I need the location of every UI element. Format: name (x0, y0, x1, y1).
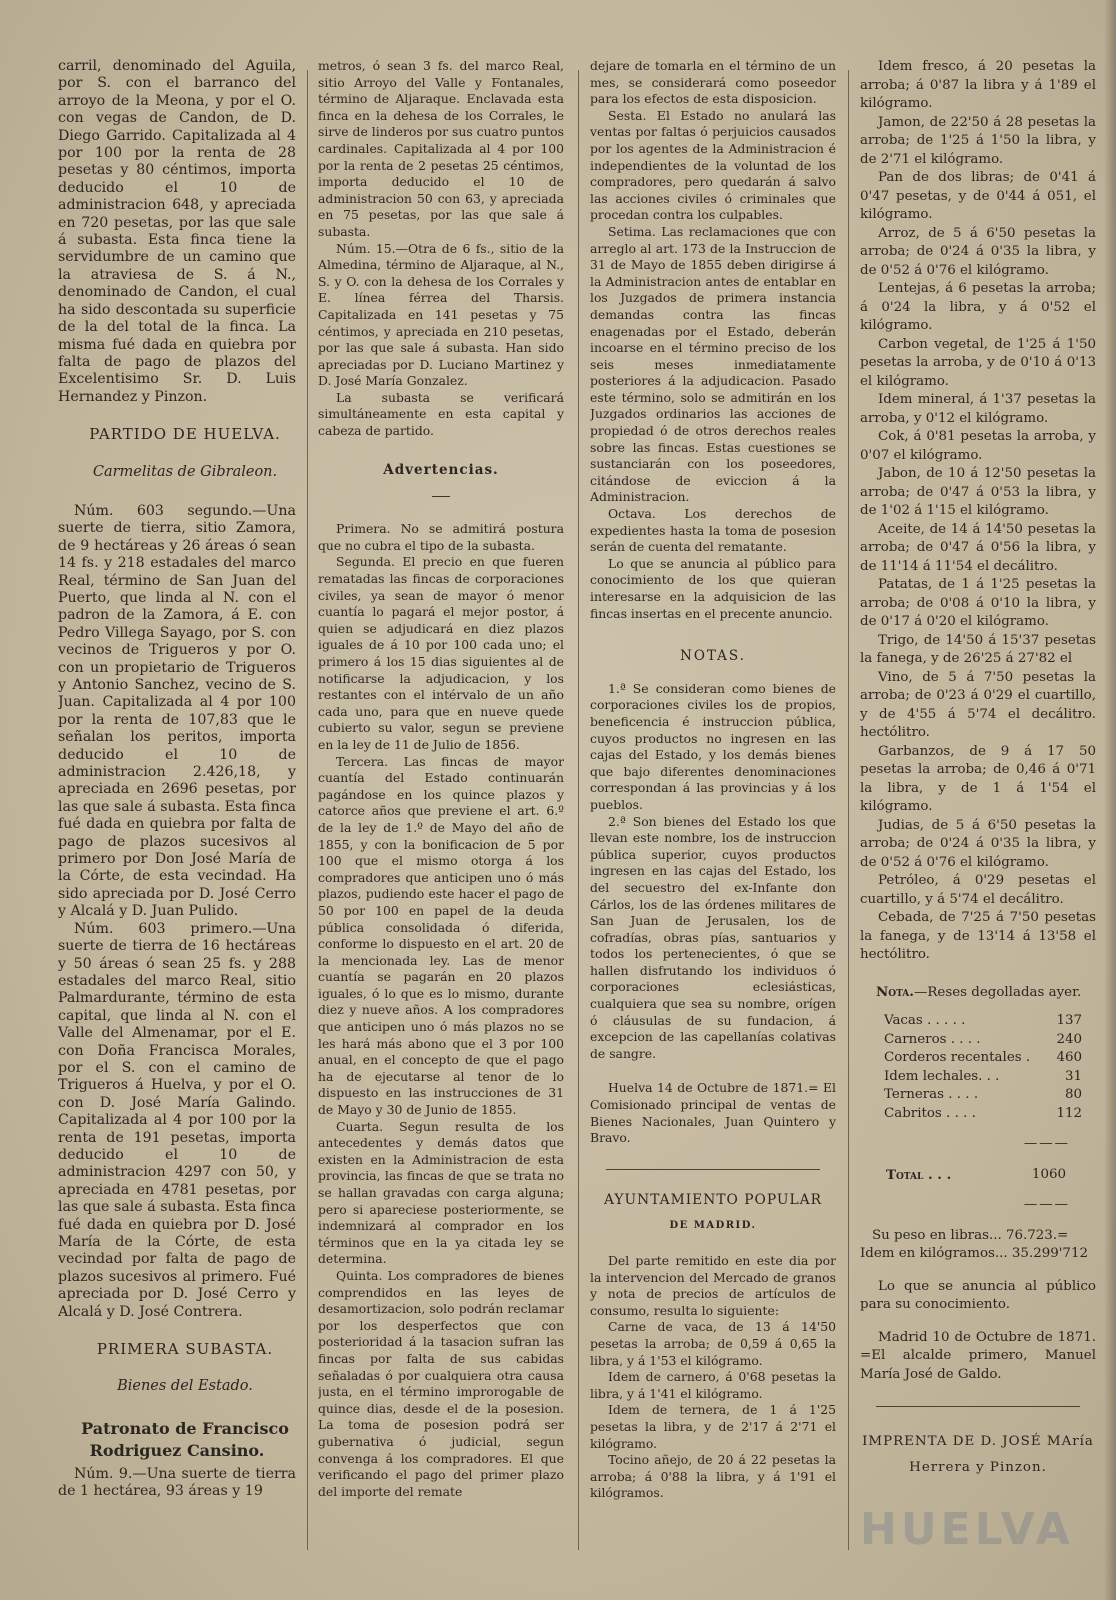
reses-note (860, 983, 1096, 1003)
section-heading: PRIMERA SUBASTA. (96, 1340, 274, 1359)
column-1 (58, 58, 296, 1588)
table-row (860, 1012, 1096, 1031)
column-rule (848, 70, 849, 1550)
price-item: Pan de dos libras; de 0'41 á 0'47 pesetas, y de 0'44 á 051, el kilógramo. (860, 170, 1096, 222)
weight-kg: Idem en kilógramos... 35.299'712 (860, 1246, 1088, 1261)
price-item: Carne de vaca, de 13 á 14'50 pesetas la arroba; de 0,59 á 0,65 la libra, y á 1'53 el kilógramo. (590, 1319, 836, 1368)
paragraph: Lo que se anuncia al público para conocimiento de los que quieran interesarse en la adquisicion de las fincas insertas en el precente anuncio. (590, 555, 836, 621)
rule-paragraph: Quinta. Los compradores de bienes comprendidos en las leyes de desamortizacion, solo podrán reclamar por los desperfectos que con posterioridad á la tasacion sufran las fincas por falta de sus cabidas señaladas ó por cualquiera otra causa justa, en el término improrogable de quince dias, desde el de la posesion. La toma de posesion podrá ser gubernativa ó judicial, segun convenga á los compradores. El que verificando el pago del primer plazo del importe del remate (318, 1267, 564, 1499)
rule-paragraph: Octava. Los derechos de expedientes hasta la toma de posesion serán de cuenta del rematante. (590, 506, 836, 555)
nota-text: —Reses degolladas ayer. (913, 984, 1082, 1000)
column-3 (590, 58, 836, 1588)
column-2 (318, 58, 564, 1588)
price-item: Aceite, de 14 á 14'50 pesetas la arroba; de 0'47 á 0'56 la libra, y de 11'14 á 11'54 el decálitro. (860, 521, 1096, 574)
nota-paragraph: 2.ª Son bienes del Estado los que llevan este nombre, los de instruccion pública superior, cuyos productos ingresen en las cajas del Estado, los del secuestro del ex-Infante don Cárlos, los de las órdenes militares de San Juan de Jerusalen, los de cofradías, obras pías, santuarios y todos los pertenecientes, ó que se hallen disfrutando los individuos ó corporaciones eclesiásticas, cualquiera que sea su nombre, orígen ó cláusulas de su fundacion, á excepcion de las capellanías colativas de sangre. (590, 813, 836, 1061)
divider (876, 1406, 1080, 1407)
rule-paragraph: Cuarta. Segun resulta de los antecedentes y demás datos que existen en la Administracion de esta provincia, las fincas de que se trata no se hallan gravadas con carga alguna; pero si apareciese posteriormente, se indemnizará al comprador en los términos que en la ya citada ley se determina. (318, 1118, 564, 1267)
paragraph: carril, denominado del Aguila, por S. con el barranco del arroyo de la Meona, y por el O. con vegas de Candon, de D. Diego Garrido. Capitalizada al 4 por 100 por la renta de 28 pesetas y 80 céntimos, importa deducido el 10 de administracion 648, y apreciada en 720 pesetas, por las que sale á subasta. Esta finca tiene la servidumbre de un camino que la atraviesa de S. á N., denominado de Candon, el cual ha sido descontada su superficie de la del total de la finca. La misma fué dada en quiebra por falta de pago de plazos del Excelentisimo Sr. D. Luis Hernandez y Pinzon. (58, 58, 296, 405)
listing-paragraph: Núm. 15.—Otra de 6 fs., sitio de la Almedina, término de Aljaraque, al N., S. y O. con la dehesa de los Corrales y E. línea férrea del Tharsis. Capitalizada en 141 pesetas y 75 céntimos, y apreciada en 210 pesetas, por las que sale á subasta. Han sido apreciadas por D. Luciano Martinez y D. José María Gonzalez. (318, 240, 564, 389)
paragraph: La subasta se verificará simultáneamente en esta capital y cabeza de partido. (318, 389, 564, 439)
reses-label: Carneros . . . . (884, 1031, 981, 1047)
price-item: Idem fresco, á 20 pesetas la arroba; á 0'87 la libra y á 1'89 el kilógramo. (860, 59, 1096, 111)
table-row (860, 1105, 1096, 1124)
subsection-heading: Carmelitas de Gibraleon. (92, 463, 278, 480)
price-item: Lentejas, á 6 pesetas la arroba; á 0'24 la libra, y á 0'52 el kilógramo. (860, 281, 1096, 333)
price-item: Tocino añejo, de 20 á 22 pesetas la arroba; á 0'88 la libra, y á 1'91 el kilógramos. (590, 1452, 836, 1501)
price-item: Trigo, de 14'50 á 15'37 pesetas la fanega, y de 26'25 á 27'82 el (860, 632, 1096, 666)
price-item: Idem mineral, á 1'37 pesetas la arroba, y 0'12 el kilógramo. (860, 392, 1096, 426)
separator: ——— (1023, 1197, 1070, 1212)
total-row (860, 1166, 1096, 1185)
listing-paragraph: Núm. 9.—Una suerte de tierra de 1 hectárea, 93 áreas y 19 (58, 1465, 296, 1500)
column-rule (578, 70, 579, 1550)
price-item: Patatas, de 1 á 1'25 pesetas la arroba; de 0'08 á 0'10 la libra, y de 0'17 á 0'20 el kilógramo. (860, 577, 1096, 629)
notas-heading: NOTAS. (680, 648, 746, 665)
paragraph: dejare de tomarla en el término de un mes, se considerará como poseedor para los efectos de esta disposicion. (590, 58, 836, 107)
price-item: Cok, á 0'81 pesetas la arroba, y 0'07 el kilógramo. (860, 429, 1096, 463)
reses-label: Vacas . . . . . (884, 1013, 966, 1028)
reses-value: 112 (1056, 1105, 1082, 1121)
rule-paragraph: Primera. No se admitirá postura que no cubra el tipo de la subasta. (318, 521, 564, 553)
table-row (860, 1031, 1096, 1050)
paragraph: Del parte remitido en este dia por la intervencion del Mercado de granos y nota de precios de artículos de consumo, resulta lo siguiente: (590, 1253, 836, 1318)
reses-value: 240 (1056, 1031, 1082, 1047)
price-item: Idem de carnero, á 0'68 pesetas la libra, y á 1'41 el kilógramo. (590, 1369, 836, 1401)
column-4 (860, 58, 1096, 1588)
separator: ——— (1023, 1136, 1070, 1151)
nota-label: Nota. (876, 983, 914, 1000)
reses-value: 80 (1064, 1087, 1082, 1102)
price-item: Jamon, de 22'50 á 28 pesetas la arroba; de 1'25 á 1'50 la libra, y de 2'71 el kilógramo. (860, 114, 1096, 167)
price-item: Carbon vegetal, de 1'25 á 1'50 pesetas la arroba, y de 0'10 á 0'13 el kilógramo. (860, 336, 1096, 389)
table-row (860, 1086, 1096, 1105)
reses-table (860, 1012, 1096, 1123)
subsection-heading: Bienes del Estado. (117, 1378, 253, 1395)
page-edge-shadow (1104, 0, 1116, 1600)
section-heading: PARTIDO DE HUELVA. (89, 425, 281, 444)
total-value: 1060 (1031, 1166, 1066, 1182)
price-item: Vino, de 5 á 7'50 pesetas la arroba; de 0'23 á 0'29 el cuartillo, y de 4'55 á 5'74 el decálitro. hectólitro. (860, 669, 1096, 740)
total-label: Total . . . (886, 1166, 952, 1183)
price-item: Petróleo, á 0'29 pesetas el cuartillo, y á 5'74 el decálitro. (860, 873, 1096, 907)
price-item: Arroz, de 5 á 6'50 pesetas la arroba; de 0'24 á 0'35 la libra, y de 0'52 á 0'76 el kilógramo. (860, 225, 1096, 278)
printer-imprint: IMPRENTA DE D. JOSÉ MAría Herrera y Pinzon. (862, 1434, 1094, 1475)
column-rule (307, 70, 308, 1550)
reses-value: 31 (1064, 1068, 1082, 1084)
paragraph: Lo que se anuncia al público para su conocimiento. (860, 1278, 1096, 1312)
nota-paragraph: 1.ª Se consideran como bienes de corporaciones civiles los de propios, beneficencia é instruccion pública, cuyos productos no ingresen en las cajas del Estado, y los demás bienes que bajo diferentes denominaciones correspondan á las provincias y á los pueblos. (590, 680, 836, 812)
reses-label: Cabritos . . . . (884, 1105, 976, 1121)
rule-paragraph: Sesta. El Estado no anulará las ventas por faltas ó perjuicios causados por los agentes de la Administracion é independientes de la voluntad de los compradores, pero quedarán á salvo las acciones civiles ó criminales que procedan contra los culpables. (590, 107, 836, 223)
reses-value: 137 (1056, 1013, 1082, 1028)
table-row (860, 1068, 1096, 1087)
reses-label: Corderos recentales . (884, 1050, 1031, 1065)
divider (432, 496, 450, 497)
rule-paragraph: Tercera. Las fincas de mayor cuantía del Estado continuarán pagándose en los quince plazos y catorce años que previene el art. 6.º de la ley de 1.º de Mayo del año de 1855, y con la bonificacion de 5 por 100 que el mismo otorga á los compradores que anticipen uno ó más plazos, pudiendo este hacer el pago de 50 por 100 en papel de la deuda pública consolidada ó diferida, conforme lo dispuesto en el art. 20 de la mencionada ley. Las de menor cuantía se pagarán en 20 plazos iguales, ó lo que es lo mismo, durante diez y nueve años. A los compradores que anticipen uno ó más plazos no se les hará más abono que el 3 por 100 anual, en el concepto de que el pago ha de ejecutarse al tenor de lo dispuesto en las instrucciones de 31 de Mayo y 30 de Junio de 1855. (318, 753, 564, 1118)
divider (606, 1169, 820, 1170)
price-item: Cebada, de 7'25 á 7'50 pesetas la fanega, y de 13'14 á 13'58 el hectólitro. (860, 910, 1096, 962)
listing-paragraph: Núm. 603 primero.—Una suerte de tierra de 16 hectáreas y 50 áreas ó sean 25 fs. y 288 estadales del marco Real, sitio Palmardurante, término de esta capital, que linda al N. con el Valle del Almenamar, por el E. con Doña Francisca Morales, por el S. con el camino de Trigueros á Huelva, y por el O. con D. José María Galindo. Capitalizada al 4 por 100 por la renta de 191 pesetas, importa deducido el 10 de administracion 4297 con 50, y apreciada en 4781 pesetas, por las que sale á subasta. Esta finca fué dada en quiebra por D. José María de la Córte, de esta vecindad por falta de pago de plazos sucesivos al primero. Fué apreciada por D. José Cerro y Alcalá y D. José Contrera. (58, 920, 296, 1320)
weight-libras: Su peso en libras... 76.723.= (872, 1227, 1069, 1243)
patronato-heading: Patronato de Francisco Rodriguez Cansino. (81, 1418, 289, 1460)
price-item: Garbanzos, de 9 á 17 50 pesetas la arroba; de 0,46 á 0'71 la libra, y de 1 á 1'54 el kilógramo. (860, 743, 1096, 814)
rule-paragraph: Segunda. El precio en que fueren rematadas las fincas de corporaciones civiles, ya sean de mayor ó menor cuantía lo pagará el mejor postor, á quien se adjudicará en diez plazos iguales de á 10 por 100 cada uno; el primero á los 15 dias siguientes al de notificarse la adjudicacion, y los restantes con el intérvalo de un año cada uno, para que en nueve quede cubierto su valor, segun se previene en la ley de 11 de Julio de 1856. (318, 554, 564, 752)
rule-paragraph: Setima. Las reclamaciones que con arreglo al art. 173 de la Instruccion de 31 de Mayo de 1855 deben dirigirse á la Administracion antes de entablar en los Juzgados de primera instancia demandas contra las fincas enagenadas por el Estado, deberán incoarse en el término preciso de los seis meses inmediatamente posteriores á la adjudicacion. Pasado este término, solo se admitirán en los Juzgados ordinarios las acciones de propiedad ó de otros derechos reales sobre las fincas. Estas cuestiones se sustanciarán con los poseedores, citándose de eviccion á la Administracion. (590, 223, 836, 505)
table-row (860, 1049, 1096, 1068)
listing-paragraph: Núm. 603 segundo.—Una suerte de tierra, sitio Zamora, de 9 hectáreas y 26 áreas ó sean 14 fs. y 218 estadales del marco Real, término de San Juan del Puerto, que linda al N. con el padron de la Zamora, á E. con Pedro Villega Sayago, por S. con vecinos de Trigueros y por O. con un propietario de Trigueros y Antonio Sanchez, vecino de S. Juan. Capitalizada al 4 por 100 por la renta de 107,83 que le señalan los peritos, importa deducido el 10 de administracion 2.426,18, y apreciada en 2696 pesetas, por las que sale á subasta. Esta finca fué dada en quiebra por falta de pago de plazos sucesivos al primero por Don José María de la Córte, de esta vecindad. Ha sido apreciada por D. José Cerro y Alcalá y D. Juan Pulido. (58, 502, 296, 920)
archive-watermark: HUELVA (860, 1504, 1074, 1555)
ayuntamiento-heading: AYUNTAMIENTO POPULAR (603, 1191, 823, 1208)
reses-label: Terneras . . . . (884, 1087, 979, 1102)
price-item: Judias, de 5 á 6'50 pesetas la arroba; de 0'24 á 0'35 la libra, y de 0'52 á 0'76 el kilógramo. (860, 817, 1096, 870)
advertencias-heading: Advertencias. (383, 461, 499, 478)
paragraph: metros, ó sean 3 fs. del marco Real, sitio Arroyo del Valle y Fontanales, término de Aljaraque. Enclavada esta finca en la dehesa de los Corrales, le sirve de linderos por sus cuatro puntos cardinales. Capitalizada al 4 por 100 por la renta de 2 pesetas 25 céntimos, importa deducido el 10 de administracion 50 con 63, y apreciada en 75 pesetas, por las que sale á subasta. (318, 58, 564, 239)
price-item: Idem de ternera, de 1 á 1'25 pesetas la libra, y de 2'17 á 2'71 el kilógramo. (590, 1402, 836, 1451)
price-item: Jabon, de 10 á 12'50 pesetas la arroba; de 0'47 á 0'53 la libra, y de 1'02 á 1'15 el kilógramo. (860, 466, 1096, 518)
reses-label: Idem lechales. . . (884, 1068, 1000, 1084)
reses-value: 460 (1056, 1050, 1082, 1065)
signature: Huelva 14 de Octubre de 1871.= El Comisionado principal de ventas de Bienes Nacionales, Juan Quintero y Bravo. (590, 1080, 836, 1146)
signature: Madrid 10 de Octubre de 1871. =El alcalde primero, Manuel María José de Galdo. (860, 1329, 1096, 1382)
ayuntamiento-subheading: DE MADRID. (669, 1220, 757, 1232)
